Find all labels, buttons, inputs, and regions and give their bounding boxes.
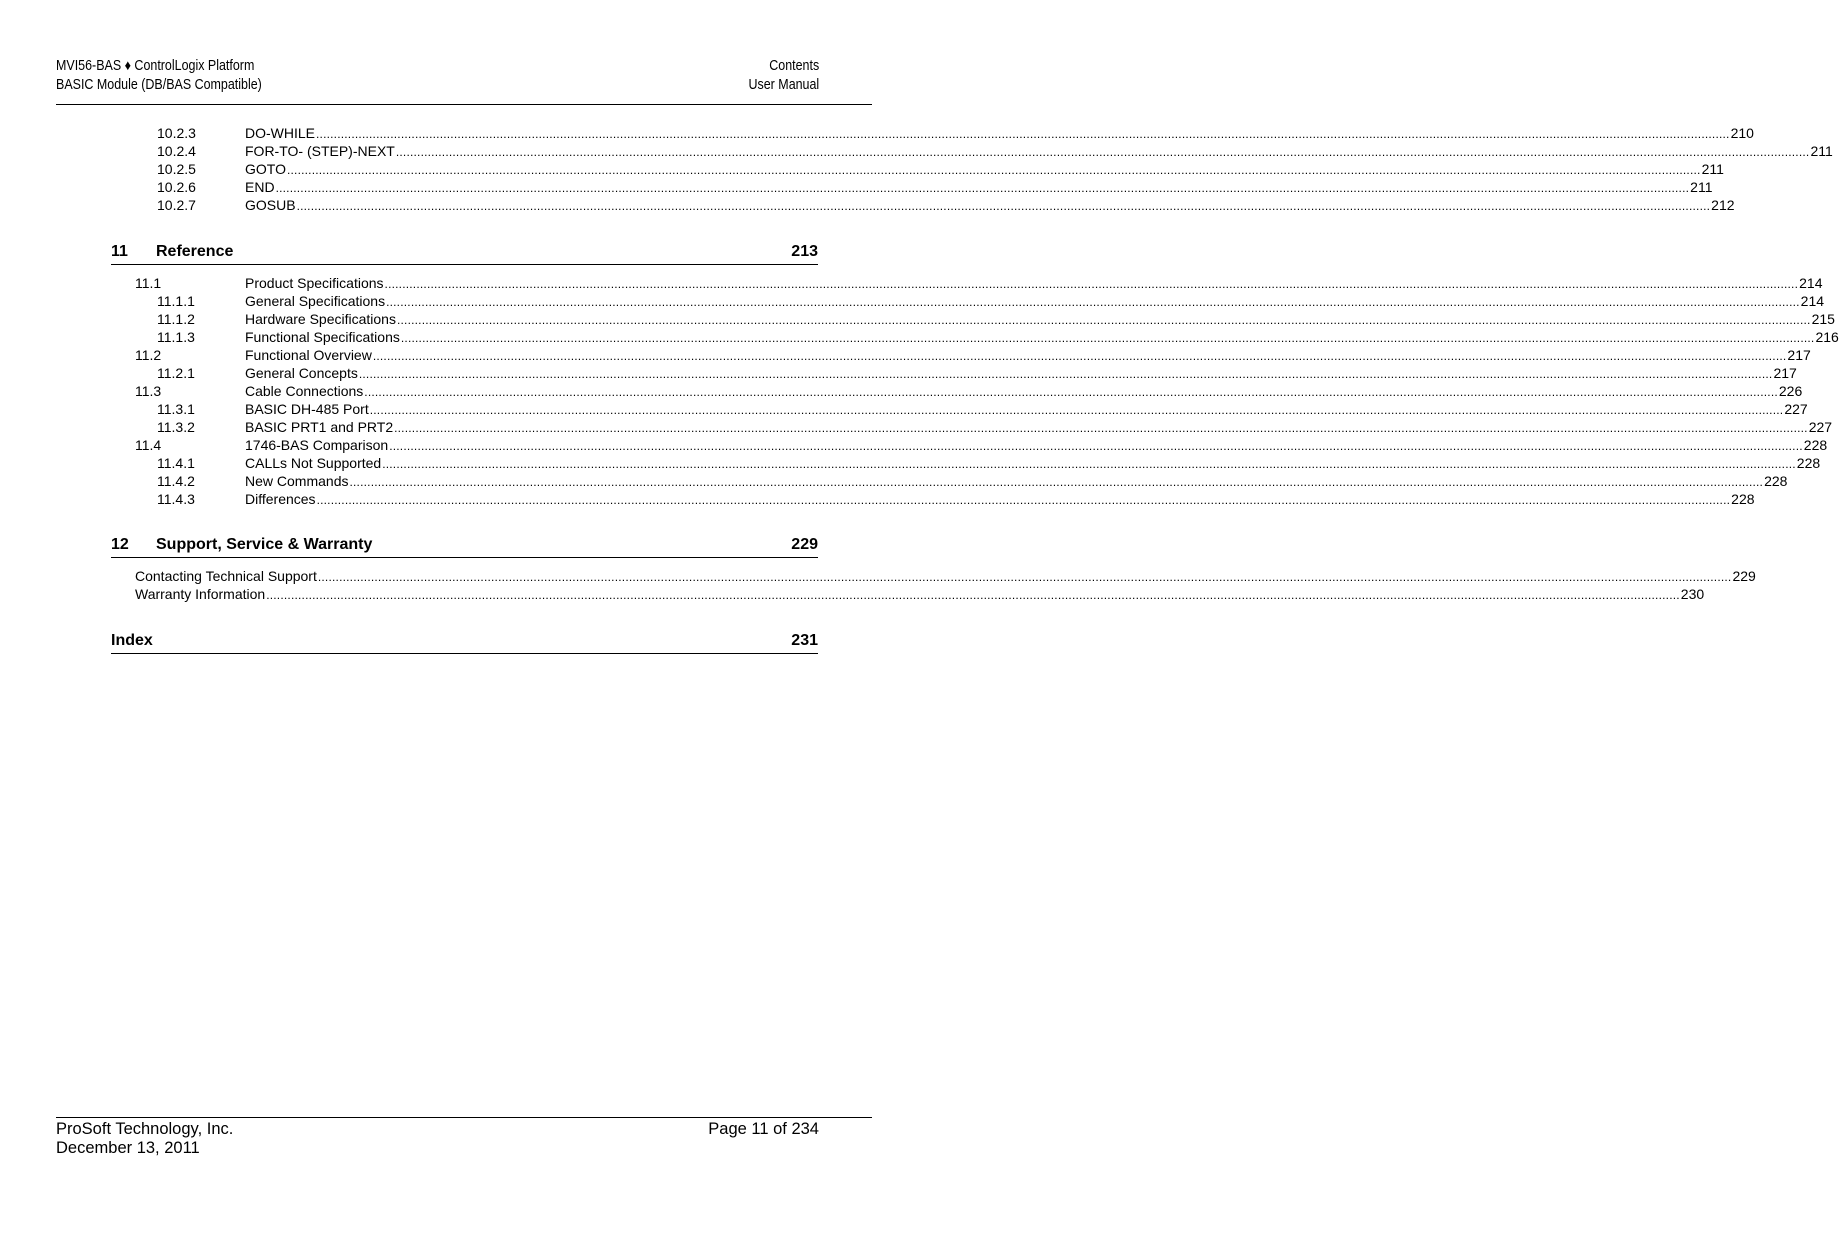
dot-leader: ................................................................................................................................................................................................................................................................................................................................................................................................................ [286, 163, 1701, 177]
toc-entry-number: 11.1.2 [157, 311, 195, 327]
toc-entry-page: 228 [1803, 437, 1828, 453]
chapter-number: 12 [111, 536, 129, 553]
dot-leader: ................................................................................................................................................................................................................................................................................................................................................................................................................ [316, 493, 1731, 507]
toc-entry-title: BASIC PRT1 and PRT2 [245, 419, 394, 435]
toc-entry-page: 217 [1787, 347, 1811, 363]
dot-leader: ................................................................................................................................................................................................................................................................................................................................................................................................................ [396, 313, 1811, 327]
chapter-title: Reference [156, 243, 234, 260]
toc-entry-page: 228 [1796, 455, 1821, 471]
toc-entry[interactable] [0, 418, 1833, 436]
toc-entry[interactable] [0, 472, 1788, 490]
dot-leader: ................................................................................................................................................................................................................................................................................................................................................................................................................ [266, 588, 1680, 602]
header-rule [56, 104, 872, 105]
toc-entry-number: 11.4.2 [157, 473, 195, 489]
toc-entry-page: 210 [1730, 125, 1754, 141]
chapter-page: 229 [791, 536, 818, 553]
toc-entry-title: END [245, 179, 275, 195]
toc-entry-page: 211 [1701, 161, 1724, 177]
header-module: BASIC Module (DB/BAS Compatible) [56, 77, 262, 93]
footer-left [56, 1120, 233, 1158]
toc-entry[interactable] [0, 585, 1705, 603]
toc-entry[interactable] [0, 364, 1797, 382]
dot-leader: ................................................................................................................................................................................................................................................................................................................................................................................................................ [389, 439, 1803, 453]
toc-entry-number: 11.4 [135, 437, 162, 453]
dot-leader: ................................................................................................................................................................................................................................................................................................................................................................................................................ [317, 570, 1732, 584]
toc-entry[interactable] [0, 400, 1808, 418]
toc-entry-number: 11.2 [135, 347, 162, 363]
toc-entry[interactable] [0, 310, 1835, 328]
toc-entry-title: Differences [245, 491, 316, 507]
toc-entry-number: 11.1.3 [157, 329, 195, 345]
chapter-number: 11 [111, 243, 128, 260]
dot-leader: ................................................................................................................................................................................................................................................................................................................................................................................................................ [316, 127, 1730, 141]
dot-leader: ................................................................................................................................................................................................................................................................................................................................................................................................................ [275, 181, 1690, 195]
toc-entry-page: 226 [1778, 383, 1803, 399]
index-page: 231 [791, 632, 818, 649]
header-right [748, 57, 819, 95]
toc-entry-title: Functional Specifications [245, 329, 400, 345]
toc-entry-title: DO-WHILE [245, 125, 315, 141]
toc-entry-page: 214 [1800, 293, 1825, 309]
toc-entry[interactable] [0, 160, 1724, 178]
toc-entry[interactable] [0, 454, 1821, 472]
toc-entry-title: 1746-BAS Comparison [245, 437, 389, 453]
header-section: Contents [769, 58, 819, 74]
toc-entry-page: 216 [1815, 329, 1839, 345]
toc-entry-number: 11.2.1 [157, 365, 195, 381]
toc-entry-title: General Concepts [245, 365, 358, 381]
toc-entry-number: 11.4.1 [157, 455, 195, 471]
footer-right [708, 1120, 819, 1139]
toc-entry-title: Product Specifications [245, 275, 384, 291]
header-left [56, 57, 262, 95]
toc-entry[interactable] [0, 274, 1823, 292]
toc-entry-number: 11.4.3 [157, 491, 195, 507]
toc-entry-page: 211 [1810, 143, 1833, 159]
toc-entry-number: 10.2.7 [157, 197, 196, 213]
toc-entry[interactable] [0, 178, 1713, 196]
chapter-heading-12[interactable] [111, 535, 818, 558]
toc-entry-page: 211 [1690, 179, 1713, 195]
toc-entry-title: General Specifications [245, 293, 386, 309]
toc-entry[interactable] [0, 490, 1755, 508]
toc-entry-number: 11.1.1 [157, 293, 195, 309]
index-heading[interactable] [111, 631, 818, 654]
chapter-title: Support, Service & Warranty [156, 536, 373, 553]
toc-entry-number: 10.2.5 [157, 161, 196, 177]
toc-entry-page: 230 [1680, 586, 1705, 602]
toc-entry[interactable] [0, 382, 1803, 400]
dot-leader: ................................................................................................................................................................................................................................................................................................................................................................................................................ [386, 295, 1800, 309]
toc-entry-number: 10.2.6 [157, 179, 196, 195]
toc-entry[interactable] [0, 292, 1825, 310]
dot-leader: ................................................................................................................................................................................................................................................................................................................................................................................................................ [364, 385, 1778, 399]
toc-entry-page: 217 [1773, 365, 1797, 381]
toc-entry-title: GOSUB [245, 197, 296, 213]
toc-entry-title: Contacting Technical Support [135, 568, 317, 584]
toc-entry[interactable] [0, 142, 1833, 160]
dot-leader: ................................................................................................................................................................................................................................................................................................................................................................................................................ [369, 403, 1784, 417]
toc-entry-page: 229 [1732, 568, 1756, 584]
toc-entry[interactable] [0, 346, 1811, 364]
dot-leader: ................................................................................................................................................................................................................................................................................................................................................................................................................ [349, 475, 1764, 489]
footer-rule [56, 1117, 872, 1118]
dot-leader: ................................................................................................................................................................................................................................................................................................................................................................................................................ [358, 367, 1773, 381]
dot-leader: ................................................................................................................................................................................................................................................................................................................................................................................................................ [372, 349, 1787, 363]
toc-entry-title: CALLs Not Supported [245, 455, 382, 471]
toc-entry-page: 228 [1764, 473, 1788, 489]
toc-entry-page: 227 [1808, 419, 1833, 435]
dot-leader: ................................................................................................................................................................................................................................................................................................................................................................................................................ [400, 331, 1815, 345]
toc-entry[interactable] [0, 567, 1756, 585]
toc-entry-number: 10.2.4 [157, 143, 196, 159]
toc-entry-number: 11.1 [135, 275, 162, 291]
dot-leader: ................................................................................................................................................................................................................................................................................................................................................................................................................ [394, 421, 1808, 435]
toc-entry-title: FOR-TO- (STEP)-NEXT [245, 143, 395, 159]
toc-entry[interactable] [0, 328, 1839, 346]
dot-leader: ................................................................................................................................................................................................................................................................................................................................................................................................................ [384, 277, 1799, 291]
chapter-heading-11[interactable] [111, 242, 818, 265]
toc-entry-title: Functional Overview [245, 347, 372, 363]
toc-entry-title: Warranty Information [135, 586, 266, 602]
dot-leader: ................................................................................................................................................................................................................................................................................................................................................................................................................ [395, 145, 1810, 159]
footer-company: ProSoft Technology, Inc. [56, 1120, 234, 1138]
toc-entry-title: Cable Connections [245, 383, 364, 399]
toc-entry-number: 11.3 [135, 383, 162, 399]
toc-entry-number: 11.3.2 [157, 419, 195, 435]
footer-page-number: Page 11 of 234 [708, 1120, 819, 1138]
toc-entry[interactable] [0, 124, 1754, 142]
toc-entry[interactable] [0, 436, 1828, 454]
header-doc-type: User Manual [748, 77, 819, 93]
toc-entry-page: 228 [1731, 491, 1755, 507]
toc-entry-title: BASIC DH-485 Port [245, 401, 369, 417]
footer-date: December 13, 2011 [56, 1139, 200, 1157]
toc-entry-page: 214 [1799, 275, 1823, 291]
toc-entry-title: Hardware Specifications [245, 311, 396, 327]
dot-leader: ................................................................................................................................................................................................................................................................................................................................................................................................................ [296, 199, 1711, 213]
toc-entry-page: 227 [1784, 401, 1808, 417]
chapter-page: 213 [791, 243, 818, 260]
toc-entry-title: GOTO [245, 161, 286, 177]
dot-leader: ................................................................................................................................................................................................................................................................................................................................................................................................................ [382, 457, 1796, 471]
toc-entry-title: New Commands [245, 473, 349, 489]
toc-entry-number: 11.3.1 [157, 401, 195, 417]
toc-entry-number: 10.2.3 [157, 125, 196, 141]
toc-entry[interactable] [0, 196, 1735, 214]
toc-entry-page: 215 [1811, 311, 1835, 327]
toc-entry-page: 212 [1711, 197, 1735, 213]
index-title: Index [111, 632, 153, 649]
header-product: MVI56-BAS ♦ ControlLogix Platform [56, 58, 255, 74]
